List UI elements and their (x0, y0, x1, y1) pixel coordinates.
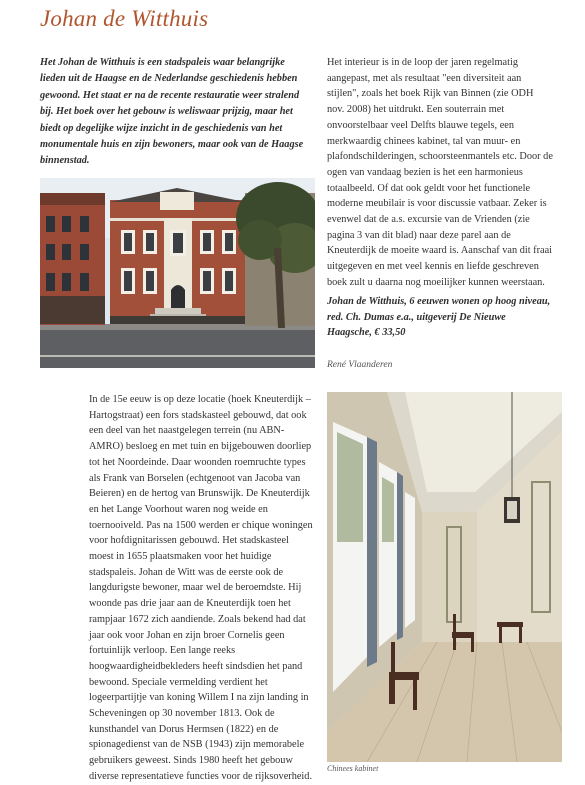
left-column-text: In de 15e eeuw is op deze locatie (hoek Kneuterdijk – Hartogstraat) een fors stadskasteel gebouwd, dat ook een deel van het naastgelegen terrein (nu ABN-AMRO) besloeg en met tuin en bijgebouwen doorliep tot het Noordeinde. Daar woonden roemruchte types als Frank van Borselen (echtgenoot van Jacoba van Beieren) en de hertog van Brunswijk. De Kneuterdijk en het Lange Voorhout waren nog weide en toernooiveld. Pas na 1500 werden er chique woningen voor hofdignitarissen gebouwd. Het stadskasteel moest in 1655 plaatsmaken voor het huidige stadspaleis. Johan de Witt was de eerste ook de langdurigste bewoner, maar wel de beroemdste. Hij woonde pas drie jaar aan de Kneuterdijk toen het rampjaar 1672 zich aandiende. Zoals bekend had dat jaar ook voor Johan en zijn broer Cornelis geen fortuinlijk verloop. Een lange reeks hoogwaardigheidbekleders heeft sindsdien het pand bewoond. Speciale vermelding verdient het logeerpartijtje van koning Willem I na zijn landing in Scheveningen op 30 november 1813. Ook de kunsthandel van Dorus Hermsen (1822) en de spionagedienst van de NSB (1943) zijn memorabele gebruikers geweest. Sinds 1980 heeft het gebouw diverse representatieve functies voor de rijksoverheid. (89, 394, 313, 782)
exterior-photo (40, 178, 315, 368)
author-name: René Vlaanderen (327, 360, 393, 370)
interior-photo (327, 392, 562, 762)
lead-paragraph: Het Johan de Witthuis is een stadspaleis waar belangrijke lieden uit de Haagse en de Nederlandse geschiedenis hebben gewoond. Het staat er na de recente restauratie weer stralend bij. Het boek over het gebouw is weliswaar prijzig, maar het biedt op degelijke wijze inzicht in de geschiedenis van het monumentale huis en zijn bewoners, maar ook van de Haagse binnenstad. (40, 57, 304, 167)
book-credit: Johan de Witthuis, 6 eeuwen wonen op hoog niveau, red. Ch. Dumas e.a., uitgeverij De Nieuwe Haagsche, € 33,50 (327, 296, 551, 339)
photo-caption: Chinees kabinet (327, 764, 379, 773)
right-column-text: Het interieur is in de loop der jaren regelmatig aangepast, met als resultaat "een diversiteit aan stijlen", zoals het boek Rijk van Binnen (zie ODH nov. 2008) het uitdrukt. Een souterrain met onvoorstelbaar veel Delfts blauwe tegels, een merkwaardig chinees kabinet, tal van muur- en plafondschilderingen, schoorsteenmantels etc. Door de ogen van vandaag bezien is het een harmonieus totaalbeeld. Of dat ook geldt voor het functionele moderne meubilair is voor discussie vatbaar. Zeker is evenwel dat de a.s. excursie van de Vrienden (zie pagina 3 van dit blad) naar deze parel aan de Kneuterdijk de moeite waard is. Aanschaf van dit fraai uitgegeven en met veel kennis en liefde geschreven boek zult u daarna nog moeilijker kunnen weerstaan. (327, 57, 553, 288)
page-title: Johan de Witthuis (40, 6, 209, 31)
